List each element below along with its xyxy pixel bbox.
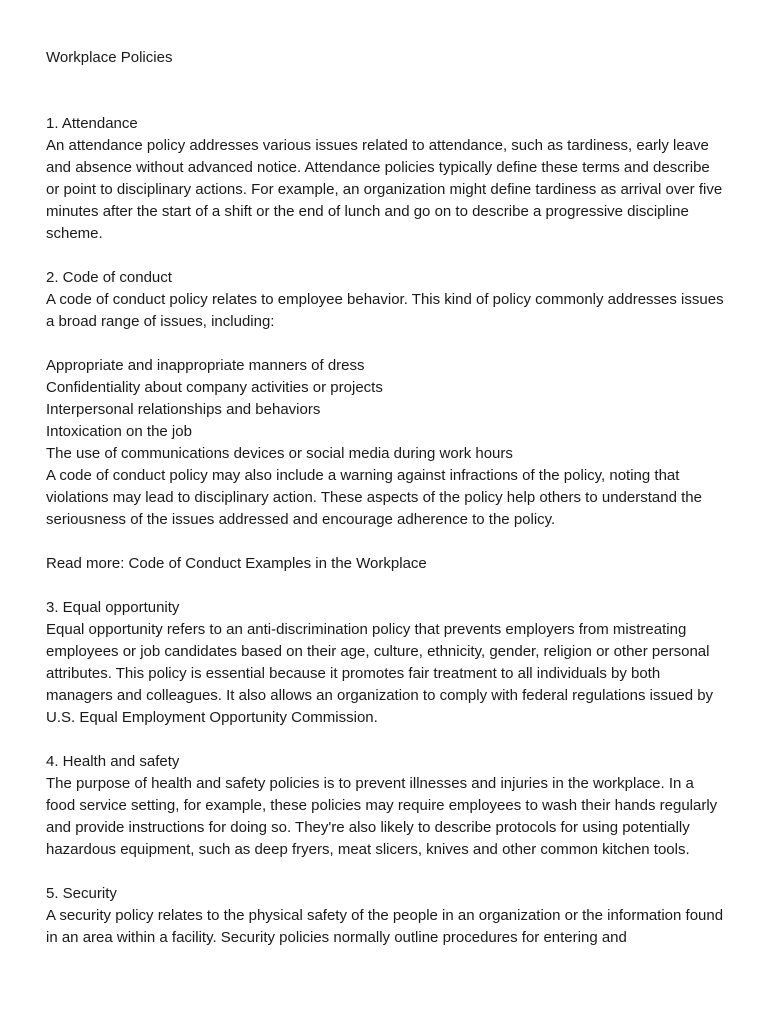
conduct-issues-list — [46, 355, 726, 531]
section-heading: 3. Equal opportunity — [46, 599, 180, 616]
list-item: Intoxication on the job — [46, 423, 192, 440]
document-title: Workplace Policies — [46, 49, 173, 66]
section-paragraph: Equal opportunity refers to an anti-discrimination policy that prevents employers from mistreating employees or job candidates based on their age, culture, ethnicity, gender, religion or other personal attributes. This policy is essential because it promotes fair treatment to all individuals by both managers and colleagues. It also allows an organization to comply with federal regulations issued by U.S. Equal Employment Opportunity Commission. — [46, 621, 714, 726]
section-heading: 4. Health and safety — [46, 753, 180, 770]
section-attendance — [46, 113, 726, 245]
section-paragraph: A code of conduct policy relates to employee behavior. This kind of policy commonly addresses issues a broad range of issues, including: — [46, 291, 724, 330]
section-security — [46, 883, 726, 949]
read-more-text: Read more: Code of Conduct Examples in the Workplace — [46, 555, 427, 572]
list-item: A code of conduct policy may also include a warning against infractions of the policy, noting that violations may lead to disciplinary action. These aspects of the policy help others to understand the seriousness of the issues addressed and encourage adherence to the policy. — [46, 467, 702, 528]
document-page — [46, 47, 726, 971]
section-health-and-safety — [46, 751, 726, 861]
section-heading: 5. Security — [46, 885, 117, 902]
list-item: Interpersonal relationships and behaviors — [46, 401, 321, 418]
section-paragraph: A security policy relates to the physical safety of the people in an organization or the information found in an area within a facility. Security policies normally outline procedures for entering and — [46, 907, 724, 946]
list-item: The use of communications devices or social media during work hours — [46, 445, 513, 462]
section-code-of-conduct — [46, 267, 726, 531]
section-paragraph: The purpose of health and safety policies is to prevent illnesses and injuries in the workplace. In a food service setting, for example, these policies may require employees to wash their hands regularly and provide instructions for doing so. They're also likely to describe protocols for using potentially hazardous equipment, such as deep fryers, meat slicers, knives and other common kitchen tools. — [46, 775, 718, 858]
list-item: Appropriate and inappropriate manners of dress — [46, 357, 365, 374]
section-heading: 2. Code of conduct — [46, 269, 172, 286]
section-heading: 1. Attendance — [46, 115, 138, 132]
section-equal-opportunity — [46, 597, 726, 729]
section-paragraph: An attendance policy addresses various issues related to attendance, such as tardiness, early leave and absence without advanced notice. Attendance policies typically define these terms and describe or point to disciplinary actions. For example, an organization might define tardiness as arrival over five minutes after the start of a shift or the end of lunch and go on to describe a progressive discipline scheme. — [46, 137, 723, 242]
list-item: Confidentiality about company activities or projects — [46, 379, 383, 396]
